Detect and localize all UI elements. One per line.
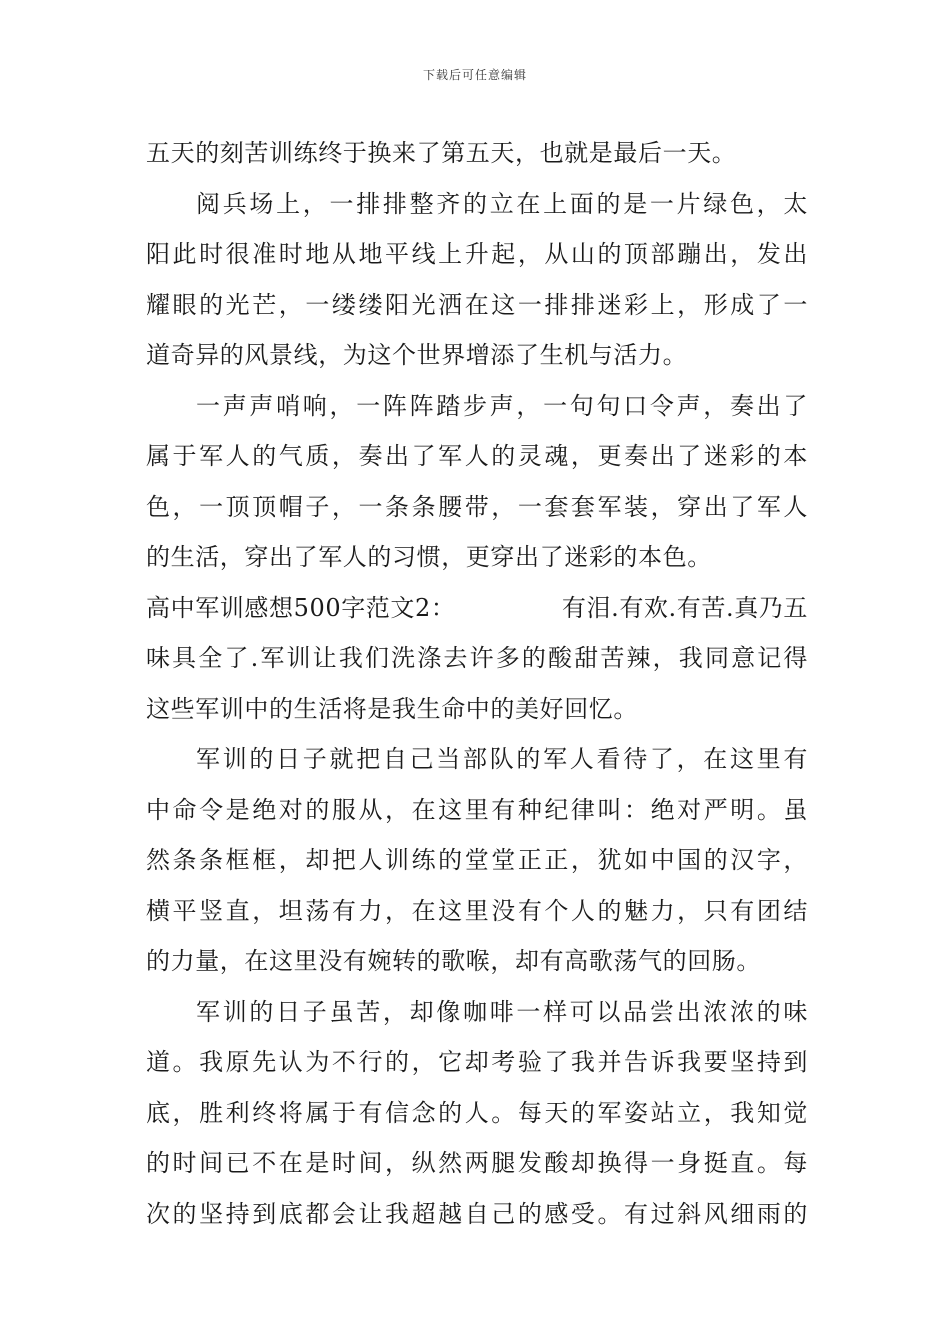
text-line: 中命令是绝对的服从，在这里有种纪律叫：绝对严明。虽 bbox=[146, 795, 808, 824]
document-body bbox=[146, 128, 808, 1239]
text-line: 味具全了.军训让我们洗涤去许多的酸甜苦辣，我同意记得 bbox=[146, 644, 808, 672]
text-line: 的力量，在这里没有婉转的歌喉，却有高歌荡气的回肠。 bbox=[146, 947, 761, 975]
text-line: 属于军人的气质，奏出了军人的灵魂，更奏出了迷彩的本 bbox=[146, 442, 808, 470]
paragraph-start-line: 阅兵场上，一排排整齐的立在上面的是一片绿色，太 bbox=[196, 189, 808, 218]
text-line: 的生活，穿出了军人的习惯，更穿出了迷彩的本色。 bbox=[146, 543, 712, 571]
essay-heading-line bbox=[146, 583, 808, 634]
paragraph-start-line: 军训的日子虽苦，却像咖啡一样可以品尝出浓浓的味 bbox=[196, 997, 808, 1026]
text-line: 这些军训中的生活将是我生命中的美好回忆。 bbox=[146, 694, 638, 723]
text-line: 道奇异的风景线，为这个世界增添了生机与活力。 bbox=[146, 341, 688, 369]
text-line: 阳此时很准时地从地平线上升起，从山的顶部蹦出，发出 bbox=[146, 240, 808, 268]
essay-title: 高中军训感想500字范文2： bbox=[146, 593, 456, 622]
text-line: 色，一顶顶帽子，一条条腰带，一套套军装，穿出了军人 bbox=[146, 492, 808, 521]
text-line: 然条条框框，却把人训练的堂堂正正，犹如中国的汉字， bbox=[146, 846, 808, 874]
text-line: 道。我原先认为不行的，它却考验了我并告诉我要坚持到 bbox=[146, 1048, 808, 1076]
paragraph-start-line: 一声声哨响，一阵阵踏步声，一句句口令声，奏出了 bbox=[196, 391, 808, 420]
text-line: 的时间已不在是时间，纵然两腿发酸却换得一身挺直。每 bbox=[146, 1149, 808, 1177]
text-line: 底，胜利终将属于有信念的人。每天的军姿站立，我知觉 bbox=[146, 1098, 808, 1127]
text-line: 耀眼的光芒，一缕缕阳光洒在这一排排迷彩上，形成了一 bbox=[146, 290, 808, 319]
text-line: 横平竖直，坦荡有力，在这里没有个人的魅力，只有团结 bbox=[146, 896, 808, 925]
page-header: 下载后可任意编辑 bbox=[422, 68, 527, 82]
essay-intro: 有泪.有欢.有苦.真乃五 bbox=[561, 593, 808, 622]
text-line: 次的坚持到底都会让我超越自己的感受。有过斜风细雨的 bbox=[146, 1199, 808, 1228]
text-line: 五天的刻苦训练终于换来了第五天，也就是最后一天。 bbox=[146, 139, 737, 167]
paragraph-start-line: 军训的日子就把自己当部队的军人看待了，在这里有 bbox=[196, 745, 808, 773]
